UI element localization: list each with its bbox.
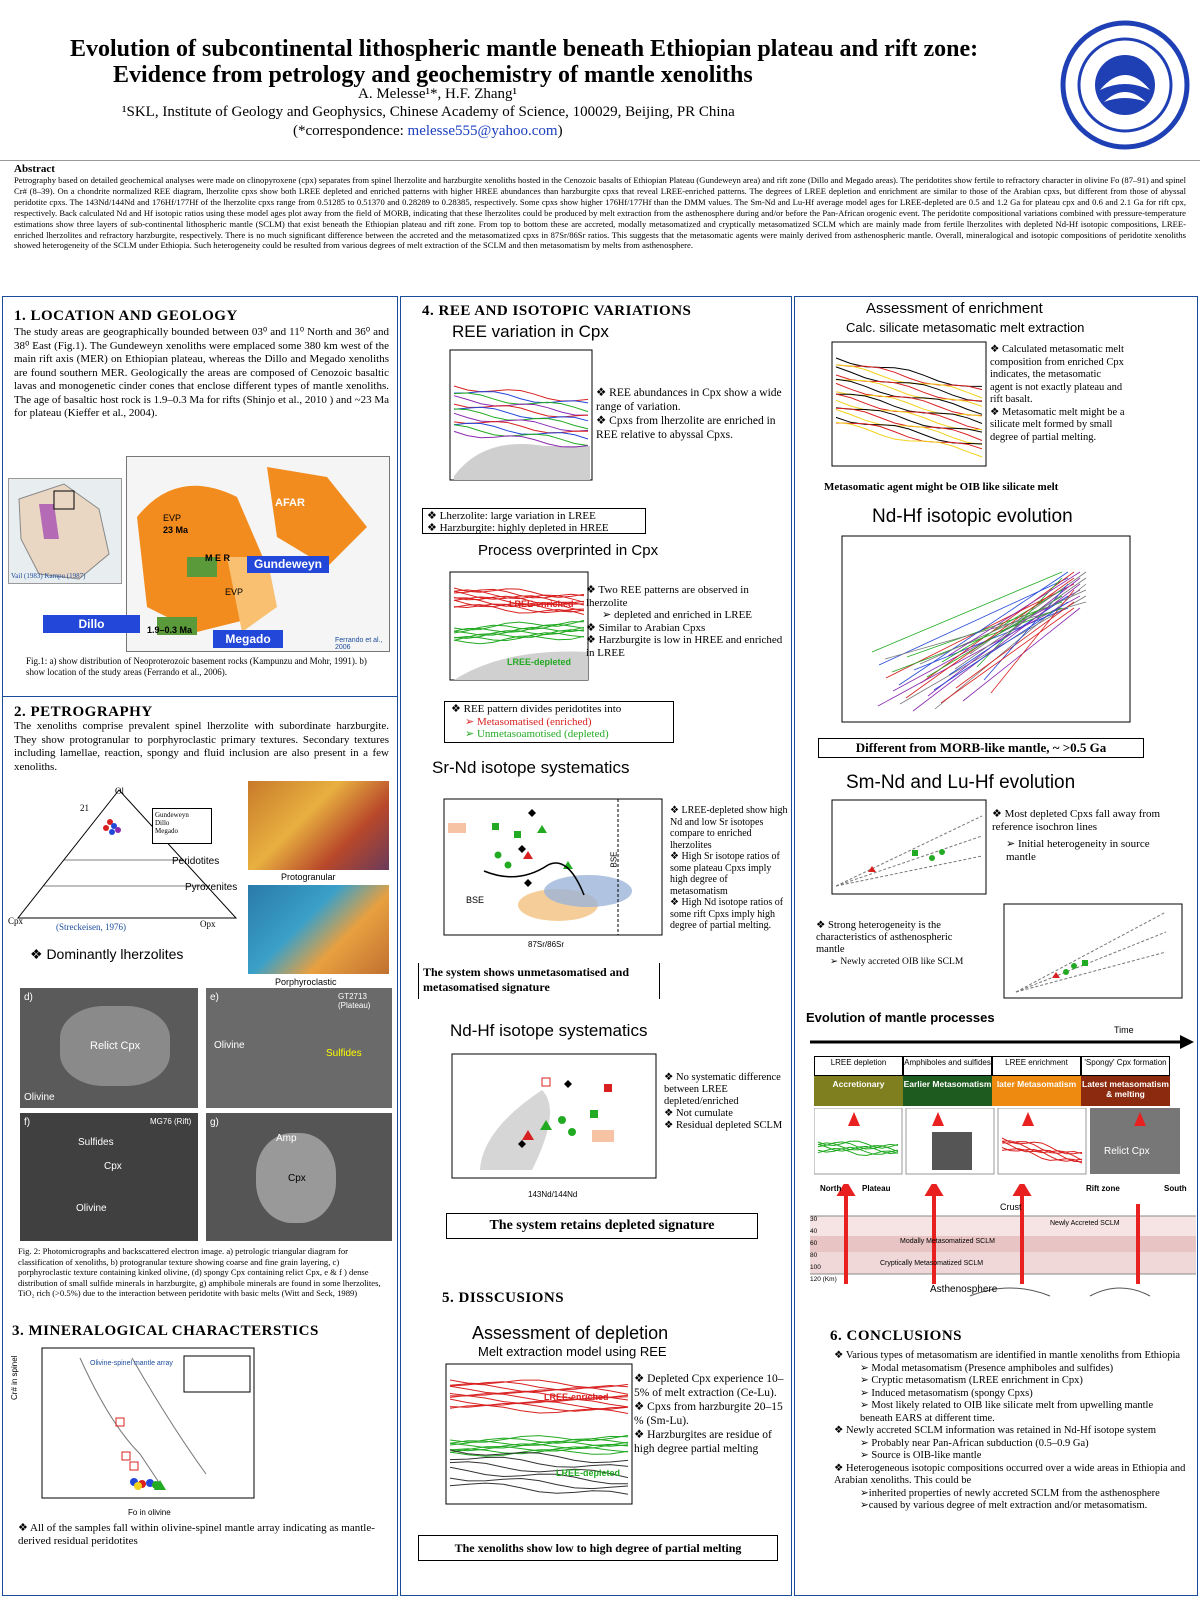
- srnd-bullet-1: ❖ LREE-depleted show high Nd and low Sr isotopes compare to enriched lherzolites: [670, 805, 788, 851]
- map-afar: AFAR: [275, 497, 305, 509]
- srnd-bullet-2: ❖ High Sr isotope ratios of some plateau Cpxs imply high degree of metasomatism: [670, 851, 780, 897]
- sem-olivine-e: Olivine: [214, 1040, 245, 1051]
- map-age19: 1.9–0.3 Ma: [147, 625, 193, 635]
- inset-map: [8, 478, 122, 584]
- process-enriched-label: LREE-enriched: [509, 599, 574, 609]
- time-label: Time: [1114, 1025, 1134, 1035]
- conclusion-item: ➢ Induced metasomatism (spongy Cpxs): [860, 1387, 1033, 1399]
- section-petrography-text: The xenoliths comprise prevalent spinel lherzolite with subordinate harzburgite. They show protogranular to porphyroclastic primary textures. Secondary textures including lamellae, reaction, spongy and fluid inclusion are also present in a few xenoliths.: [14, 720, 389, 773]
- ndhf-evolution-summary: Different from MORB-like mantle, ~ >0.5 Ga: [818, 738, 1144, 758]
- conclusion-item: ➢ Source is OIB-like mantle: [860, 1450, 982, 1461]
- inset-citation: Vail (1983) Kampu (1987): [11, 572, 86, 580]
- map-age23: 23 Ma: [163, 525, 189, 535]
- depth-6: 120 (Km): [810, 1276, 837, 1283]
- evolution-title: Evolution of mantle processes: [806, 1010, 995, 1025]
- conclusion-item: ➢caused by various degree of melt extraction and/or metasomatism.: [860, 1500, 1148, 1511]
- srnd-summary-box: The system shows unmetasomatised and metasomatised signature: [418, 963, 660, 999]
- abstract-heading: Abstract: [14, 163, 55, 175]
- cs-newly: Newly Accreted SCLM: [1050, 1220, 1120, 1227]
- cs-rift: Rift zone: [1086, 1184, 1120, 1193]
- depletion-depleted-label: LREE-depleted: [556, 1468, 621, 1478]
- smnd-bullet-4: ➢ Newly accreted OIB like SCLM: [830, 957, 964, 967]
- enrichment-subtitle: Calc. silicate metasomatic melt extraction: [846, 320, 1085, 335]
- ndhf-evolution-title: Nd-Hf isotopic evolution: [872, 506, 1073, 527]
- sem-cpx-g: Cpx: [288, 1173, 306, 1184]
- map-citation: Ferrando et al., 2006: [335, 637, 383, 651]
- protogranular-photo: [248, 781, 389, 870]
- smnd-bullet-1: ❖ Most depleted Cpxs fall away from reference isochron lines: [992, 808, 1161, 833]
- sem-gt-label: GT2713 (Plateau): [338, 992, 371, 1010]
- stage-2-top: Amphiboles and sulfides: [903, 1056, 992, 1076]
- sem-f-tag: f): [24, 1117, 31, 1128]
- process-box-3: ➢ Unmetasoamotised (depleted): [465, 728, 609, 740]
- ree-bullet-1: ❖ REE abundances in Cpx show a wide range of variation.: [596, 387, 782, 413]
- ndhf-bullets: [664, 1072, 788, 1132]
- cs-north: North: [820, 1184, 842, 1193]
- cs-plateau: Plateau: [862, 1184, 891, 1193]
- sem-olivine-f: Olivine: [76, 1203, 107, 1214]
- depletion-subtitle: Melt extraction model using REE: [478, 1344, 667, 1359]
- sem-d-tag: d): [24, 992, 33, 1003]
- depth-1: 30: [810, 1216, 818, 1223]
- fig1-caption: Fig.1: a) show distribution of Neoproterozoic basement rocks (Kampunzu and Mohr, 1991). b) show location of the study areas (Ferrando et al., 2006).: [26, 656, 367, 677]
- ree-box-2: ❖ Harzburgite: highly depleted in HREE: [427, 522, 609, 534]
- srnd-title: Sr-Nd isotope systematics: [432, 758, 630, 777]
- cs-modal: Modally Metasomatized SCLM: [900, 1238, 995, 1245]
- olsp-ylabel: Cr# in spinel: [10, 1355, 19, 1400]
- ndhf-xaxis: 143Nd/144Nd: [528, 1190, 578, 1199]
- tri-legend-3: Megado: [155, 827, 178, 835]
- sem-olivine-d: Olivine: [24, 1092, 55, 1103]
- enrichment-title: Assessment of enrichment: [866, 300, 1043, 317]
- smnd-bullet-2: ➢ Initial heterogeneity in source mantle: [1006, 838, 1150, 863]
- depletion-chart: [422, 1360, 634, 1512]
- porphyroclastic-label: Porphyroclastic: [275, 977, 337, 987]
- stage-mini-charts: [814, 1108, 1200, 1178]
- ree-box-1: ❖ Lherzolite: large variation in LREE: [427, 510, 596, 522]
- ree-summary-box: [422, 508, 646, 534]
- srnd-xaxis: 87Sr/86Sr: [528, 940, 565, 949]
- stage-3-top: LREE enrichment: [992, 1056, 1081, 1076]
- stage-3-bottom: later Metasomatism: [992, 1076, 1081, 1106]
- map-evp2: EVP: [225, 587, 244, 597]
- olivine-spinel-plot: [20, 1344, 260, 1520]
- smnd-bullets-2: [816, 920, 982, 968]
- smnd-title: Sm-Nd and Lu-Hf evolution: [846, 772, 1076, 793]
- tri-num: 21: [80, 803, 89, 813]
- ndhf-summary-box: The system retains depleted signature: [446, 1213, 758, 1239]
- authors: A. Melesse¹*, H.F. Zhang¹: [358, 86, 518, 102]
- depletion-bullet-1: ❖ Depleted Cpx experience 10–5% of melt extraction (Ce-Lu).: [634, 1373, 784, 1399]
- porphyroclastic-photo: [248, 885, 389, 974]
- process-summary-box: [444, 701, 674, 743]
- mini-relict-cpx: Relict Cpx: [1104, 1146, 1150, 1157]
- process-bullet-3: ❖ Similar to Arabian Cpxs: [586, 621, 706, 634]
- poster-header: [0, 0, 1200, 161]
- mantle-cross-section: [810, 1184, 1196, 1312]
- institute-logo: [1052, 20, 1198, 150]
- enrichment-bullet-1: ❖ Calculated metasomatic melt composition from enriched Cpx indicates, the metasomatic agent is not exactly plateau and rift basalt.: [990, 344, 1124, 405]
- sem-image-f: [20, 1113, 198, 1241]
- sem-mg-label: MG76 (Rift): [150, 1117, 192, 1126]
- ndhf-chart: [422, 1050, 660, 1192]
- protogranular-label: Protogranular: [281, 872, 336, 882]
- abstract-text: Petrography based on detailed geochemical analyses were made on clinopyroxene (cpx) separates from spinel lherzolite and harzburgite xenoliths hosted in the Cenozoic basalts of Ethiopian Plateau (Gundeweyn area) and rift zone (Dillo and Megado areas). The peridotites show fertile to refractory character in olivine Fo (87–91) and spinel Cr# (8–39). On a chondrite normalized REE diagram, lherzolite cpxs show both LREE depleted and enriched patterns with higher HREE abundances than harzburgite cpxs that reveal LREE-enriched patterns. The degrees of LREE depletion and enrichment are similar to those of the Arabian cpxs, but different from those of abyssal peridotite cpxs. The 143Nd/144Nd and 176Hf/177Hf of the lherzolite cpxs range from 0.51285 to 0.51370 and 0.28289 to 0.28385, respectively. Some cpxs show higher 176Hf/177Hf than the DMM values. The Sm-Nd and Lu-Hf average model ages for LREE-depleted are 0.5 and 1.2 Ga for plateau cpx and 0.6 and 2.1 Ga for rift cpx, respectively. Back calculated Nd and Hf isotopic ratios using these model ages plot away from the field of MORB, indicating that these lherzolites could be produced by melt extraction from the asthenosphere during and/or before the Pan-African orogenic event. The peridotite compositional variations combined with pressure-temperature estimations show three layers of sub-continental lithospheric mantle (SCLM) that exist beneath the Ethiopian plateau and rift zone. From top to bottom these are accreted, modally metasomatized and cryptically metasomatized SCLM which are mainly made from fertile lherzolites with depleted Nd-Hf isotopic compositions, LREE-enriched lherzolites and refractory harzburgite, respectively. There is no much significant difference between the accreted and the metasomatized cpxs in 87Sr/86Sr ratios. This suggests that the metasomatic agents were mainly derived from asthenospheric mantle. Overall, mineralogical and isotopic compositions of peridotite xenoliths showed heterogeneity of the SCLM under Ethiopia. Such heterogeneity could be resulted from various degrees of melt extraction of the SCLM and then metasomatism by melts from asthenosphere.: [14, 175, 1186, 251]
- tri-legend: [152, 808, 212, 844]
- map-mer: M E R: [205, 553, 231, 563]
- cs-south: South: [1164, 1184, 1187, 1193]
- depth-4: 80: [810, 1252, 818, 1259]
- enrichment-bullets: [990, 344, 1126, 444]
- sem-image-d: [20, 988, 198, 1108]
- srnd-bullets: [670, 805, 788, 932]
- conclusion-item: ➢ Probably near Pan-African subduction (0.5–0.9 Ga): [860, 1437, 1089, 1449]
- cs-crust: Crust: [1000, 1202, 1022, 1212]
- depletion-bullets: [634, 1372, 784, 1456]
- depth-2: 40: [810, 1228, 818, 1235]
- section-location-text: The study areas are geographically bounded between 03⁰ and 11⁰ North and 36⁰ and 38⁰ East (Fig.1). The Gundeweyn xenoliths were emplaced some 380 km west of the main rift axis (MER) on Ethiopian plateau, whereas the Dillo and Megado xenoliths are found southern MER. Geologically the areas are composed of Cenozoic basaltic lavas and monogenetic cinder cones that enclose different types of mantle xenoliths. The age of basaltic host rock is 1.9–0.3 Ma for rifts (Shinjo et al., 2010 ) and ~23 Ma for plateau (Kieffer et al., 2004).: [14, 326, 389, 419]
- depth-3: 60: [810, 1240, 818, 1247]
- ndhf-bullet-3: ❖ Residual depleted SCLM: [664, 1120, 783, 1131]
- ndhf-bullet-1: ❖ No systematic difference between LREE depleted/enriched: [664, 1072, 781, 1107]
- process-chart: [424, 568, 590, 688]
- abstract: [14, 163, 1186, 251]
- smnd-chart: [812, 796, 988, 900]
- olsp-array-label: Olivine-spinel mantle array: [90, 1360, 173, 1367]
- label-megado: Megado: [213, 630, 283, 648]
- luhf-chart: [986, 902, 1184, 1002]
- conclusion-item: ➢ Cryptic metasomatism (LREE enrichment in Cpx): [860, 1375, 1083, 1386]
- process-bullet-1: ❖ Two REE patterns are observed in lherzolite: [586, 584, 749, 609]
- srnd-bullet-3: ❖ High Nd isotope ratios of some rift Cpxs imply high degree of partial melting.: [670, 897, 784, 931]
- label-dillo: Dillo: [43, 615, 140, 633]
- process-bullet-4: ❖ Harzburgite is low in HREE and enriched in LREE: [586, 634, 783, 659]
- stage-4-bottom: Latest metasomatism & melting: [1081, 1076, 1170, 1106]
- sem-sulfides-f: Sulfides: [78, 1137, 114, 1148]
- tri-pyroxenites: Pyroxenites: [185, 882, 238, 893]
- olsp-xlabel: Fo in olivine: [128, 1508, 171, 1517]
- title-line1: Evolution of subcontinental lithospheric mantle beneath Ethiopian plateau and rift zone:: [70, 36, 979, 62]
- process-bullet-2: ➢ depleted and enriched in LREE: [602, 609, 753, 621]
- sem-cpx-f: Cpx: [104, 1161, 122, 1172]
- smnd-bullet-3: ❖ Strong heterogeneity is the characteristics of asthenospheric mantle: [816, 920, 953, 955]
- process-bullets: [586, 584, 786, 659]
- section-discussions-title: 5. DISSCUSIONS: [442, 1290, 565, 1306]
- tri-opx: Opx: [200, 919, 216, 929]
- fig2-caption: Fig. 2: Photomicrographs and backscattered electron image. a) petrologic triangular diagram for classification of xenoliths, b) protogranular texture showing coarse and fine grain layering, c) porphyroclastic texture containing kinked olivine, (d) spongy Cpx containing relict Cpx, e & f ) dense distribution of small sulfide minerals in harzburgite, g) amphibole minerals are found in some lherzolites, TiO₂ rich (>0.5%) due to the interaction between peridotite with basic melts (Witt and Seck, 1989): [18, 1246, 381, 1298]
- sem-amp-g: Amp: [276, 1133, 297, 1144]
- enrichment-summary: Metasomatic agent might be OIB like silicate melt: [824, 481, 1059, 493]
- conclusion-item: ❖ Various types of metasomatism are identified in mantle xenoliths from Ethiopia: [834, 1350, 1181, 1361]
- divider: [2, 696, 398, 697]
- evolution-stages: [814, 1056, 1170, 1106]
- time-arrow: [810, 1032, 1194, 1052]
- label-gundeweyn: Gundeweyn: [247, 556, 329, 573]
- process-title: Process overprinted in Cpx: [478, 542, 659, 559]
- enrichment-bullet-2: ❖ Metasomatic melt might be a silicate melt formed by small degree of partial melting.: [990, 406, 1125, 443]
- sem-sulfides-e: Sulfides: [326, 1048, 362, 1059]
- tri-cpx: Cpx: [8, 916, 24, 926]
- depletion-bullet-3: ❖ Harzburgites are residue of high degree partial melting: [634, 1429, 772, 1455]
- cs-asthenosphere: Asthenosphere: [930, 1284, 998, 1295]
- affiliation: ¹SKL, Institute of Geology and Geophysics, Chinese Academy of Science, 100029, Beijing, PR China: [122, 104, 735, 120]
- depletion-title: Assessment of depletion: [472, 1323, 669, 1343]
- ndhf-bullet-2: ❖ Not cumulate: [664, 1108, 733, 1119]
- sem-relict-cpx: Relict Cpx: [90, 1040, 141, 1052]
- stage-2-bottom: Earlier Metasomatism: [903, 1076, 992, 1106]
- tri-ol: Ol: [115, 786, 124, 796]
- ree-variation-chart: [424, 346, 594, 494]
- depletion-summary-box: The xenoliths show low to high degree of partial melting: [418, 1535, 778, 1561]
- conclusion-item: ➢ Most likely related to OIB like silicate melt from upwelling mantle beneath EARS at different time.: [860, 1400, 1154, 1424]
- srnd-bse-line: BSE: [609, 851, 619, 868]
- sem-image-e: [206, 988, 392, 1108]
- section-mineralogy-title: 3. MINERALOGICAL CHARACTERSTICS: [12, 1323, 319, 1339]
- process-box-1: ❖ REE pattern divides peridotites into: [451, 703, 622, 715]
- cs-depths: [810, 1214, 837, 1286]
- section-conclusions-title: 6. CONCLUSIONS: [830, 1328, 963, 1344]
- section-petrography-title: 2. PETROGRAPHY: [14, 704, 153, 720]
- mineralogy-bullet: ❖ All of the samples fall within olivine-spinel mantle array indicating as mantle-derived residual peridotites: [18, 1522, 375, 1547]
- srnd-chart: [408, 795, 666, 951]
- stage-4-top: 'Spongy' Cpx formation: [1081, 1056, 1170, 1076]
- conclusion-item: ➢inherited properties of newly accreted SCLM from the asthenosphere: [860, 1487, 1160, 1499]
- sem-image-g: [206, 1113, 392, 1241]
- section-ree-title: 4. REE AND ISOTOPIC VARIATIONS: [422, 303, 692, 319]
- tri-citation: (Streckeisen, 1976): [56, 922, 126, 932]
- dominantly-lherzolites: ❖ Dominantly lherzolites: [30, 946, 184, 962]
- tri-legend-2: Dillo: [155, 819, 170, 827]
- sem-e-tag: e): [210, 992, 219, 1003]
- correspondence: [293, 123, 563, 140]
- corr-suffix: ): [557, 123, 563, 139]
- stage-1-bottom: Accretionary: [814, 1076, 903, 1106]
- corr-prefix: (*correspondence:: [293, 123, 408, 139]
- map-evp1: EVP: [163, 513, 182, 523]
- depletion-enriched-label: LREE-enriched: [544, 1392, 609, 1402]
- conclusions-list: [834, 1350, 1186, 1513]
- process-depleted-label: LREE-depleted: [507, 657, 572, 667]
- enrichment-chart: [812, 338, 988, 472]
- depth-5: 100: [810, 1264, 821, 1271]
- ree-variation-title: REE variation in Cpx: [452, 322, 609, 341]
- depletion-bullet-2: ❖ Cpxs from harzburgite 20–15 % (Sm-Lu).: [634, 1401, 783, 1427]
- cs-cryptic: Cryptically Metasomatized SCLM: [880, 1260, 984, 1267]
- ree-bullets: [596, 386, 784, 442]
- process-box-2: ➢ Metasomatised (enriched): [465, 715, 592, 728]
- email-link[interactable]: melesse555@yahoo.com: [407, 123, 558, 139]
- conclusion-item: ➢ Modal metasomatism (Presence amphiboles and sulfides): [860, 1362, 1114, 1374]
- tri-peridotites: Peridotites: [172, 856, 220, 867]
- ree-bullet-2: ❖ Cpxs from lherzolite are enriched in REE relative to abyssal Cpxs.: [596, 415, 776, 441]
- ndhf-evolution-chart: [812, 532, 1134, 738]
- location-map: [126, 456, 390, 652]
- ndhf-title: Nd-Hf isotope systematics: [450, 1021, 648, 1040]
- conclusion-item: ❖ Heterogeneous isotopic compositions occurred over a wide areas in Ethiopia and Arabian xenoliths. This could be: [834, 1462, 1186, 1486]
- stage-1-top: LREE depletion: [814, 1056, 903, 1076]
- conclusion-item: ❖ Newly accreted SCLM information was retained in Nd-Hf isotope system: [834, 1425, 1157, 1436]
- sem-g-tag: g): [210, 1117, 219, 1128]
- smnd-bullets: [992, 808, 1182, 864]
- section-location-title: 1. LOCATION AND GEOLOGY: [14, 308, 238, 324]
- srnd-bse: BSE: [466, 895, 485, 905]
- tri-legend-1: Gundeweyn: [155, 811, 189, 819]
- title-line2: Evidence from petrology and geochemistry of mantle xenoliths: [113, 62, 753, 88]
